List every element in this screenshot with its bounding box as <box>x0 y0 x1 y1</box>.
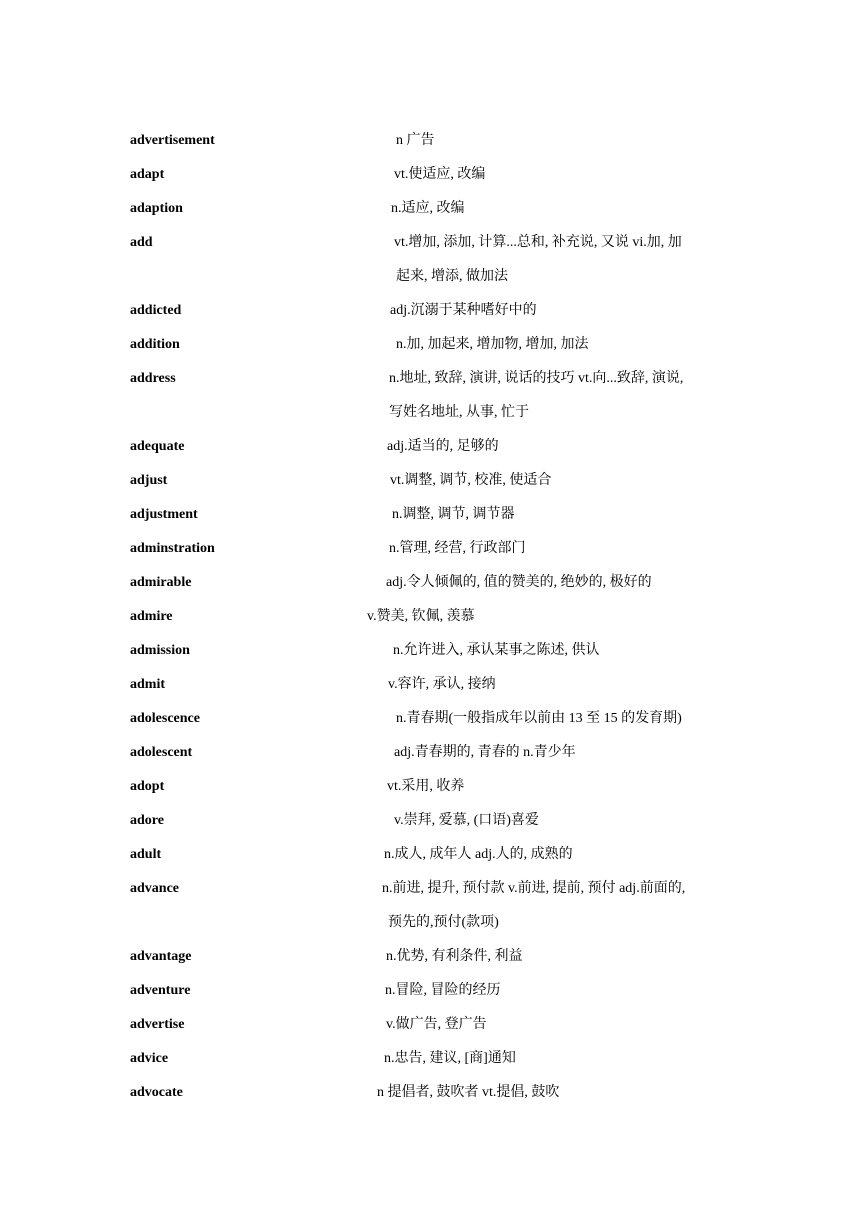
vocab-definition-line: n.前进, 提升, 预付款 v.前进, 提前, 预付 adj.前面的, <box>382 881 686 896</box>
vocab-definition <box>391 192 465 226</box>
vocab-word: advocate <box>130 1085 183 1100</box>
vocab-definition-line: adj.沉溺于某种嗜好中的 <box>390 303 537 318</box>
vocab-definition-line: n.地址, 致辞, 演讲, 说话的技巧 vt.向...致辞, 演说, <box>389 371 684 386</box>
vocab-word: admire <box>130 609 173 624</box>
vocab-word: admit <box>130 677 165 692</box>
vocab-definition-line: vt.增加, 添加, 计算...总和, 补充说, 又说 vi.加, 加 <box>394 235 682 250</box>
vocab-definition <box>367 600 475 634</box>
vocab-word: add <box>130 235 153 250</box>
vocab-definition <box>394 226 682 294</box>
vocab-word: adjust <box>130 473 168 488</box>
vocab-word: admirable <box>130 575 192 590</box>
vocab-word: adapt <box>130 167 165 182</box>
vocab-word: adventure <box>130 983 191 998</box>
vocab-word: advantage <box>130 949 192 964</box>
vocab-definition <box>387 430 499 464</box>
vocab-definition-line: n.管理, 经营, 行政部门 <box>389 541 526 556</box>
vocab-definition-line: n.加, 加起来, 增加物, 增加, 加法 <box>396 337 589 352</box>
vocab-definition-line: n.允许进入, 承认某事之陈述, 供认 <box>393 643 600 658</box>
vocab-definition <box>389 362 683 430</box>
vocab-word: adopt <box>130 779 165 794</box>
vocab-definition-line: n 提倡者, 鼓吹者 vt.提倡, 鼓吹 <box>377 1085 560 1100</box>
vocab-definition <box>394 736 576 770</box>
vocab-word: adaption <box>130 201 183 216</box>
vocab-word: adequate <box>130 439 185 454</box>
vocab-definition-line: v.赞美, 钦佩, 羡慕 <box>367 609 475 624</box>
vocab-definition-line: v.崇拜, 爱慕, (口语)喜爱 <box>394 813 539 828</box>
vocab-definition <box>377 1076 559 1110</box>
vocab-definition-line: v.做广告, 登广告 <box>386 1017 487 1032</box>
vocab-definition-line: n.青春期(一般指成年以前由 13 至 15 的发育期) <box>396 711 682 726</box>
vocab-definition <box>386 940 523 974</box>
vocab-definition <box>393 634 600 668</box>
vocab-definition-line: 预先的,预付(款项) <box>388 915 499 930</box>
vocab-definition-line: n.忠告, 建议, [商]通知 <box>384 1051 516 1066</box>
vocab-definition <box>384 1042 516 1076</box>
vocab-word: adore <box>130 813 164 828</box>
vocab-word: addicted <box>130 303 182 318</box>
vocab-definition-line: n.成人, 成年人 adj.人的, 成熟的 <box>384 847 573 862</box>
vocab-definition <box>387 770 464 804</box>
vocab-definition-line: adj.青春期的, 青春的 n.青少年 <box>394 745 576 760</box>
vocab-word: advertisement <box>130 133 215 148</box>
vocab-definition-line: n 广告 <box>396 133 435 148</box>
vocab-definition-line: v.容许, 承认, 接纳 <box>388 677 496 692</box>
vocab-definition-line: n.适应, 改编 <box>391 201 465 216</box>
vocab-definition-line: 起来, 增添, 做加法 <box>396 269 508 284</box>
vocab-definition <box>390 294 537 328</box>
vocab-definition <box>389 532 526 566</box>
vocab-definition-line: n.优势, 有利条件, 利益 <box>386 949 523 964</box>
vocab-word: adult <box>130 847 162 862</box>
vocab-definition <box>386 1008 487 1042</box>
vocab-definition-line: n.冒险, 冒险的经历 <box>385 983 501 998</box>
vocab-definition-line: 写姓名地址, 从事, 忙于 <box>389 405 529 420</box>
vocab-definition <box>385 974 501 1008</box>
vocab-definition <box>384 838 573 872</box>
vocab-definition-line: n.调整, 调节, 调节器 <box>392 507 515 522</box>
vocab-definition-line: vt.使适应, 改编 <box>394 167 486 182</box>
vocab-word: admission <box>130 643 190 658</box>
vocab-definition-line: vt.采用, 收养 <box>387 779 465 794</box>
vocab-word: addition <box>130 337 180 352</box>
vocab-word: advertise <box>130 1017 185 1032</box>
vocab-definition-line: vt.调整, 调节, 校准, 使适合 <box>390 473 552 488</box>
vocab-definition-line: adj.适当的, 足够的 <box>387 439 499 454</box>
vocab-word: adminstration <box>130 541 215 556</box>
vocab-word: adolescent <box>130 745 193 760</box>
vocab-word: adjustment <box>130 507 198 522</box>
vocab-definition <box>396 124 435 158</box>
vocab-definition <box>394 804 539 838</box>
vocab-word: advance <box>130 881 179 896</box>
vocab-word: adolescence <box>130 711 200 726</box>
vocab-definition <box>394 158 485 192</box>
vocab-definition <box>388 668 496 702</box>
vocab-definition <box>390 464 551 498</box>
vocab-definition <box>396 702 682 736</box>
vocab-word: advice <box>130 1051 169 1066</box>
vocab-definition-line: adj.令人倾佩的, 值的赞美的, 绝妙的, 极好的 <box>386 575 652 590</box>
vocab-definition <box>386 566 652 600</box>
vocab-definition <box>382 872 685 940</box>
vocab-word: address <box>130 371 176 386</box>
vocab-definition <box>392 498 515 532</box>
vocab-definition <box>396 328 589 362</box>
